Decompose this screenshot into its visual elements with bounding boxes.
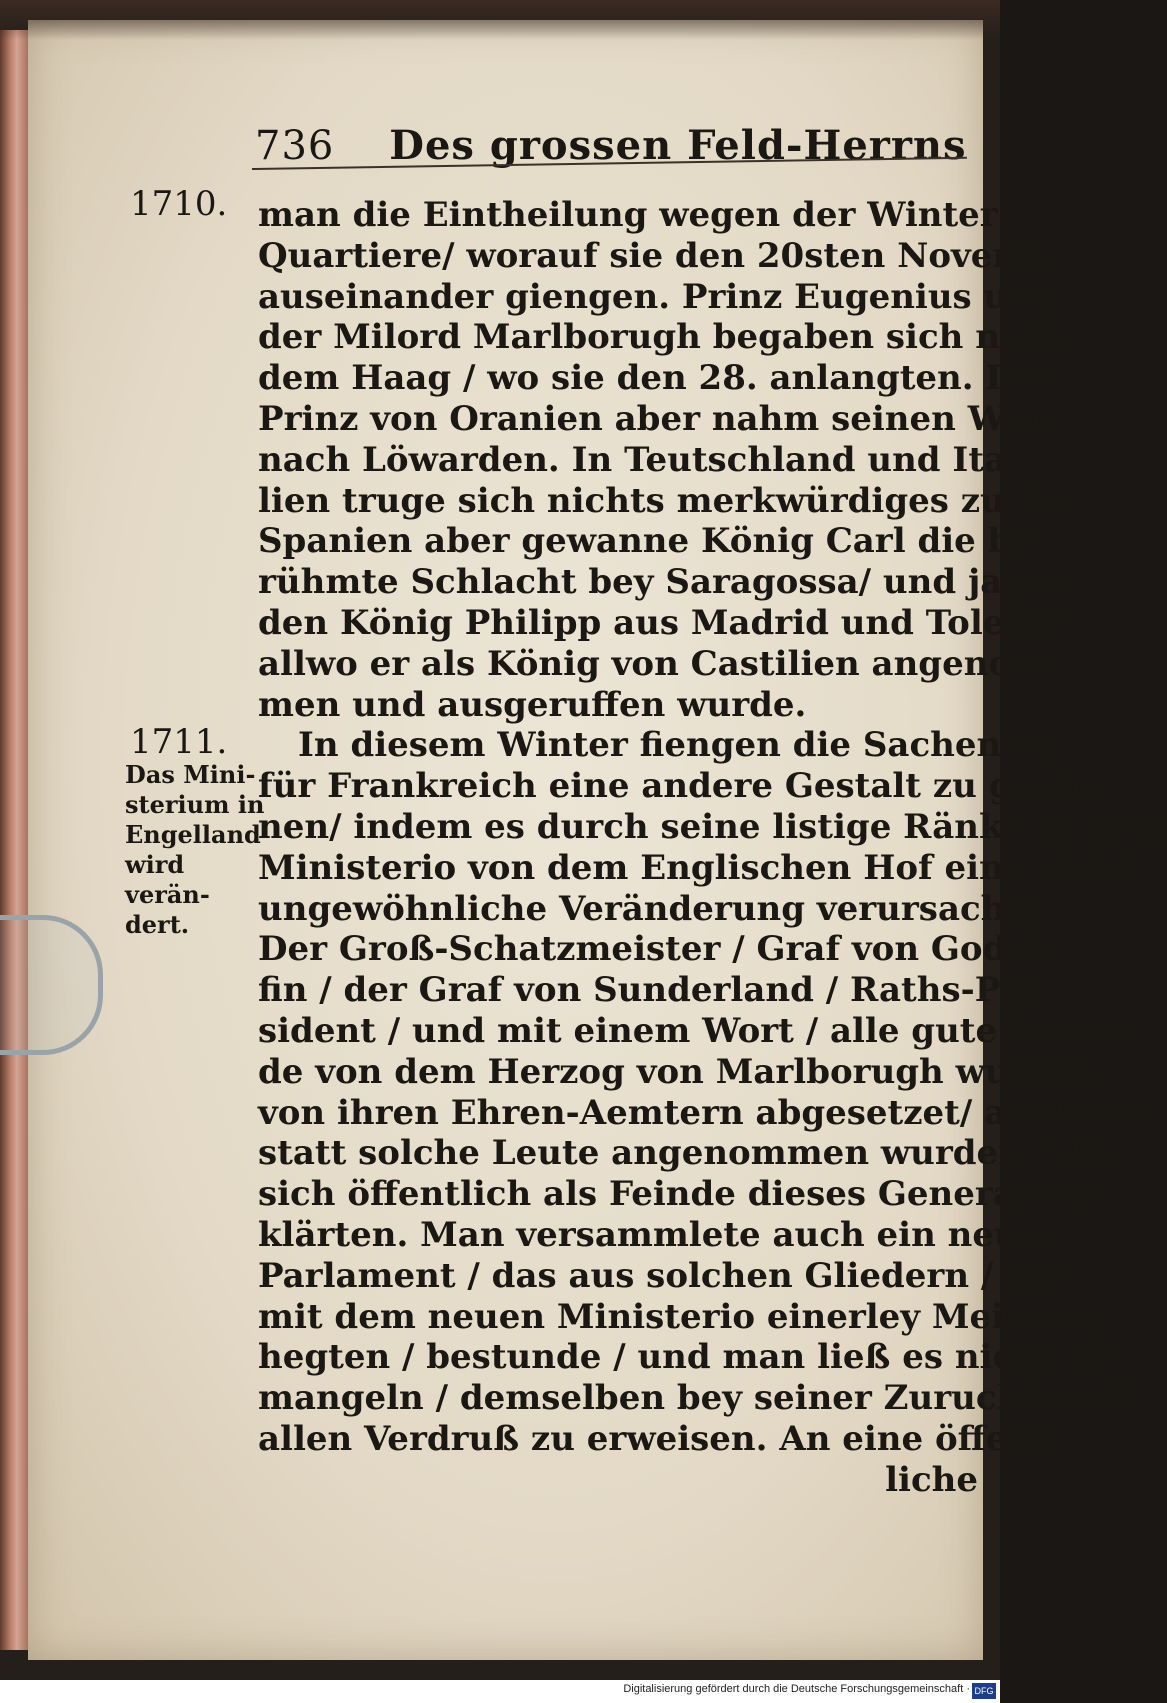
body-line: In diesem Winter fiengen die Sachen an — [298, 725, 1060, 766]
body-line: hegten / bestunde / und man ließ es nicht er- — [258, 1337, 1120, 1378]
margin-note-line: sterium in — [125, 790, 265, 819]
body-line: auseinander giengen. Prinz Eugenius und — [258, 276, 1057, 317]
dfg-logo: DFG — [972, 1683, 996, 1699]
body-line: mit dem neuen Ministerio einerley Meinung — [258, 1296, 1102, 1337]
body-line: sich öffentlich als Feinde dieses Generals er- — [258, 1174, 1113, 1215]
footer-credit: Digitalisierung gefördert durch die Deutsche Forschungsgemeinschaft · — [623, 1683, 970, 1695]
body-line: Quartiere/ worauf sie den 20sten Novemb. — [258, 235, 1064, 276]
body-line: nach Löwarden. In Teutschland und Ita- — [258, 439, 1021, 480]
body-line: von ihren Ehren-Aemtern abgesetzet/ an deren — [258, 1092, 1153, 1133]
margin-note-line: Das Mini- — [125, 760, 256, 789]
year-1711: 1711. — [130, 722, 228, 762]
page-number: 736 — [255, 123, 335, 169]
body-line: allen Verdruß zu erweisen. An eine öffent- — [258, 1418, 1062, 1459]
margin-note — [125, 760, 270, 940]
show-through — [105, 235, 245, 425]
catchword: liche — [885, 1459, 978, 1500]
body-line: der Milord Marlborugh begaben sich nach — [258, 317, 1068, 358]
body-line: den König Philipp aus Madrid und Toledo/ — [258, 602, 1064, 643]
body-line: statt solche Leute angenommen wurden / die — [258, 1133, 1118, 1174]
margin-note-line: wird verän- — [125, 850, 210, 909]
body-line: für Frankreich eine andere Gestalt zu gewin- — [258, 766, 1116, 807]
body-line: Der Groß-Schatzmeister / Graf von Godol- — [258, 929, 1057, 970]
body-text — [258, 195, 1167, 1501]
body-line: Ministerio von dem Englischen Hof eine nicht — [258, 847, 1136, 888]
margin-note-line: dert. — [125, 910, 190, 939]
paper-clip — [0, 915, 103, 1055]
body-line: Spanien aber gewanne König Carl die be- — [258, 521, 1048, 562]
year-1710: 1710. — [130, 184, 228, 224]
body-line: ungewöhnliche Veränderung verursachte. — [258, 888, 1055, 929]
body-line: mangeln / demselben bey seiner Zuruckkunfft — [258, 1378, 1137, 1419]
body-line: man die Eintheilung wegen der Winter- — [258, 195, 1012, 235]
body-line: dem Haag / wo sie den 28. anlangten. Der — [258, 358, 1055, 399]
body-line: de von dem Herzog von Marlborugh wurden — [258, 1051, 1098, 1092]
body-line: fin / der Graf von Sunderland / Raths-Prä- — [258, 970, 1055, 1011]
body-line: lien truge sich nichts merkwürdiges zu. In — [258, 480, 1070, 521]
top-shadow — [0, 0, 1000, 40]
body-line: sident / und mit einem Wort / alle gute Freun- — [258, 1010, 1136, 1051]
body-line: klärten. Man versammlete auch ein neues — [258, 1214, 1060, 1255]
body-line: nen/ indem es durch seine listige Ränke in dem — [258, 806, 1167, 847]
body-line: Parlament / das aus solchen Gliedern / die — [258, 1255, 1064, 1296]
body-line: men und ausgeruffen wurde. — [258, 684, 807, 725]
running-head-title: Des grossen Feld-Herrns — [389, 122, 967, 169]
body-line: allwo er als König von Castilien angenom- — [258, 643, 1062, 684]
body-line: rühmte Schlacht bey Saragossa/ und jagte — [258, 562, 1064, 603]
margin-note-line: Engelland — [125, 820, 261, 849]
body-line: Prinz von Oranien aber nahm seinen Weg — [258, 398, 1049, 439]
page-edge — [0, 30, 28, 1650]
digitization-footer — [0, 1680, 1000, 1703]
